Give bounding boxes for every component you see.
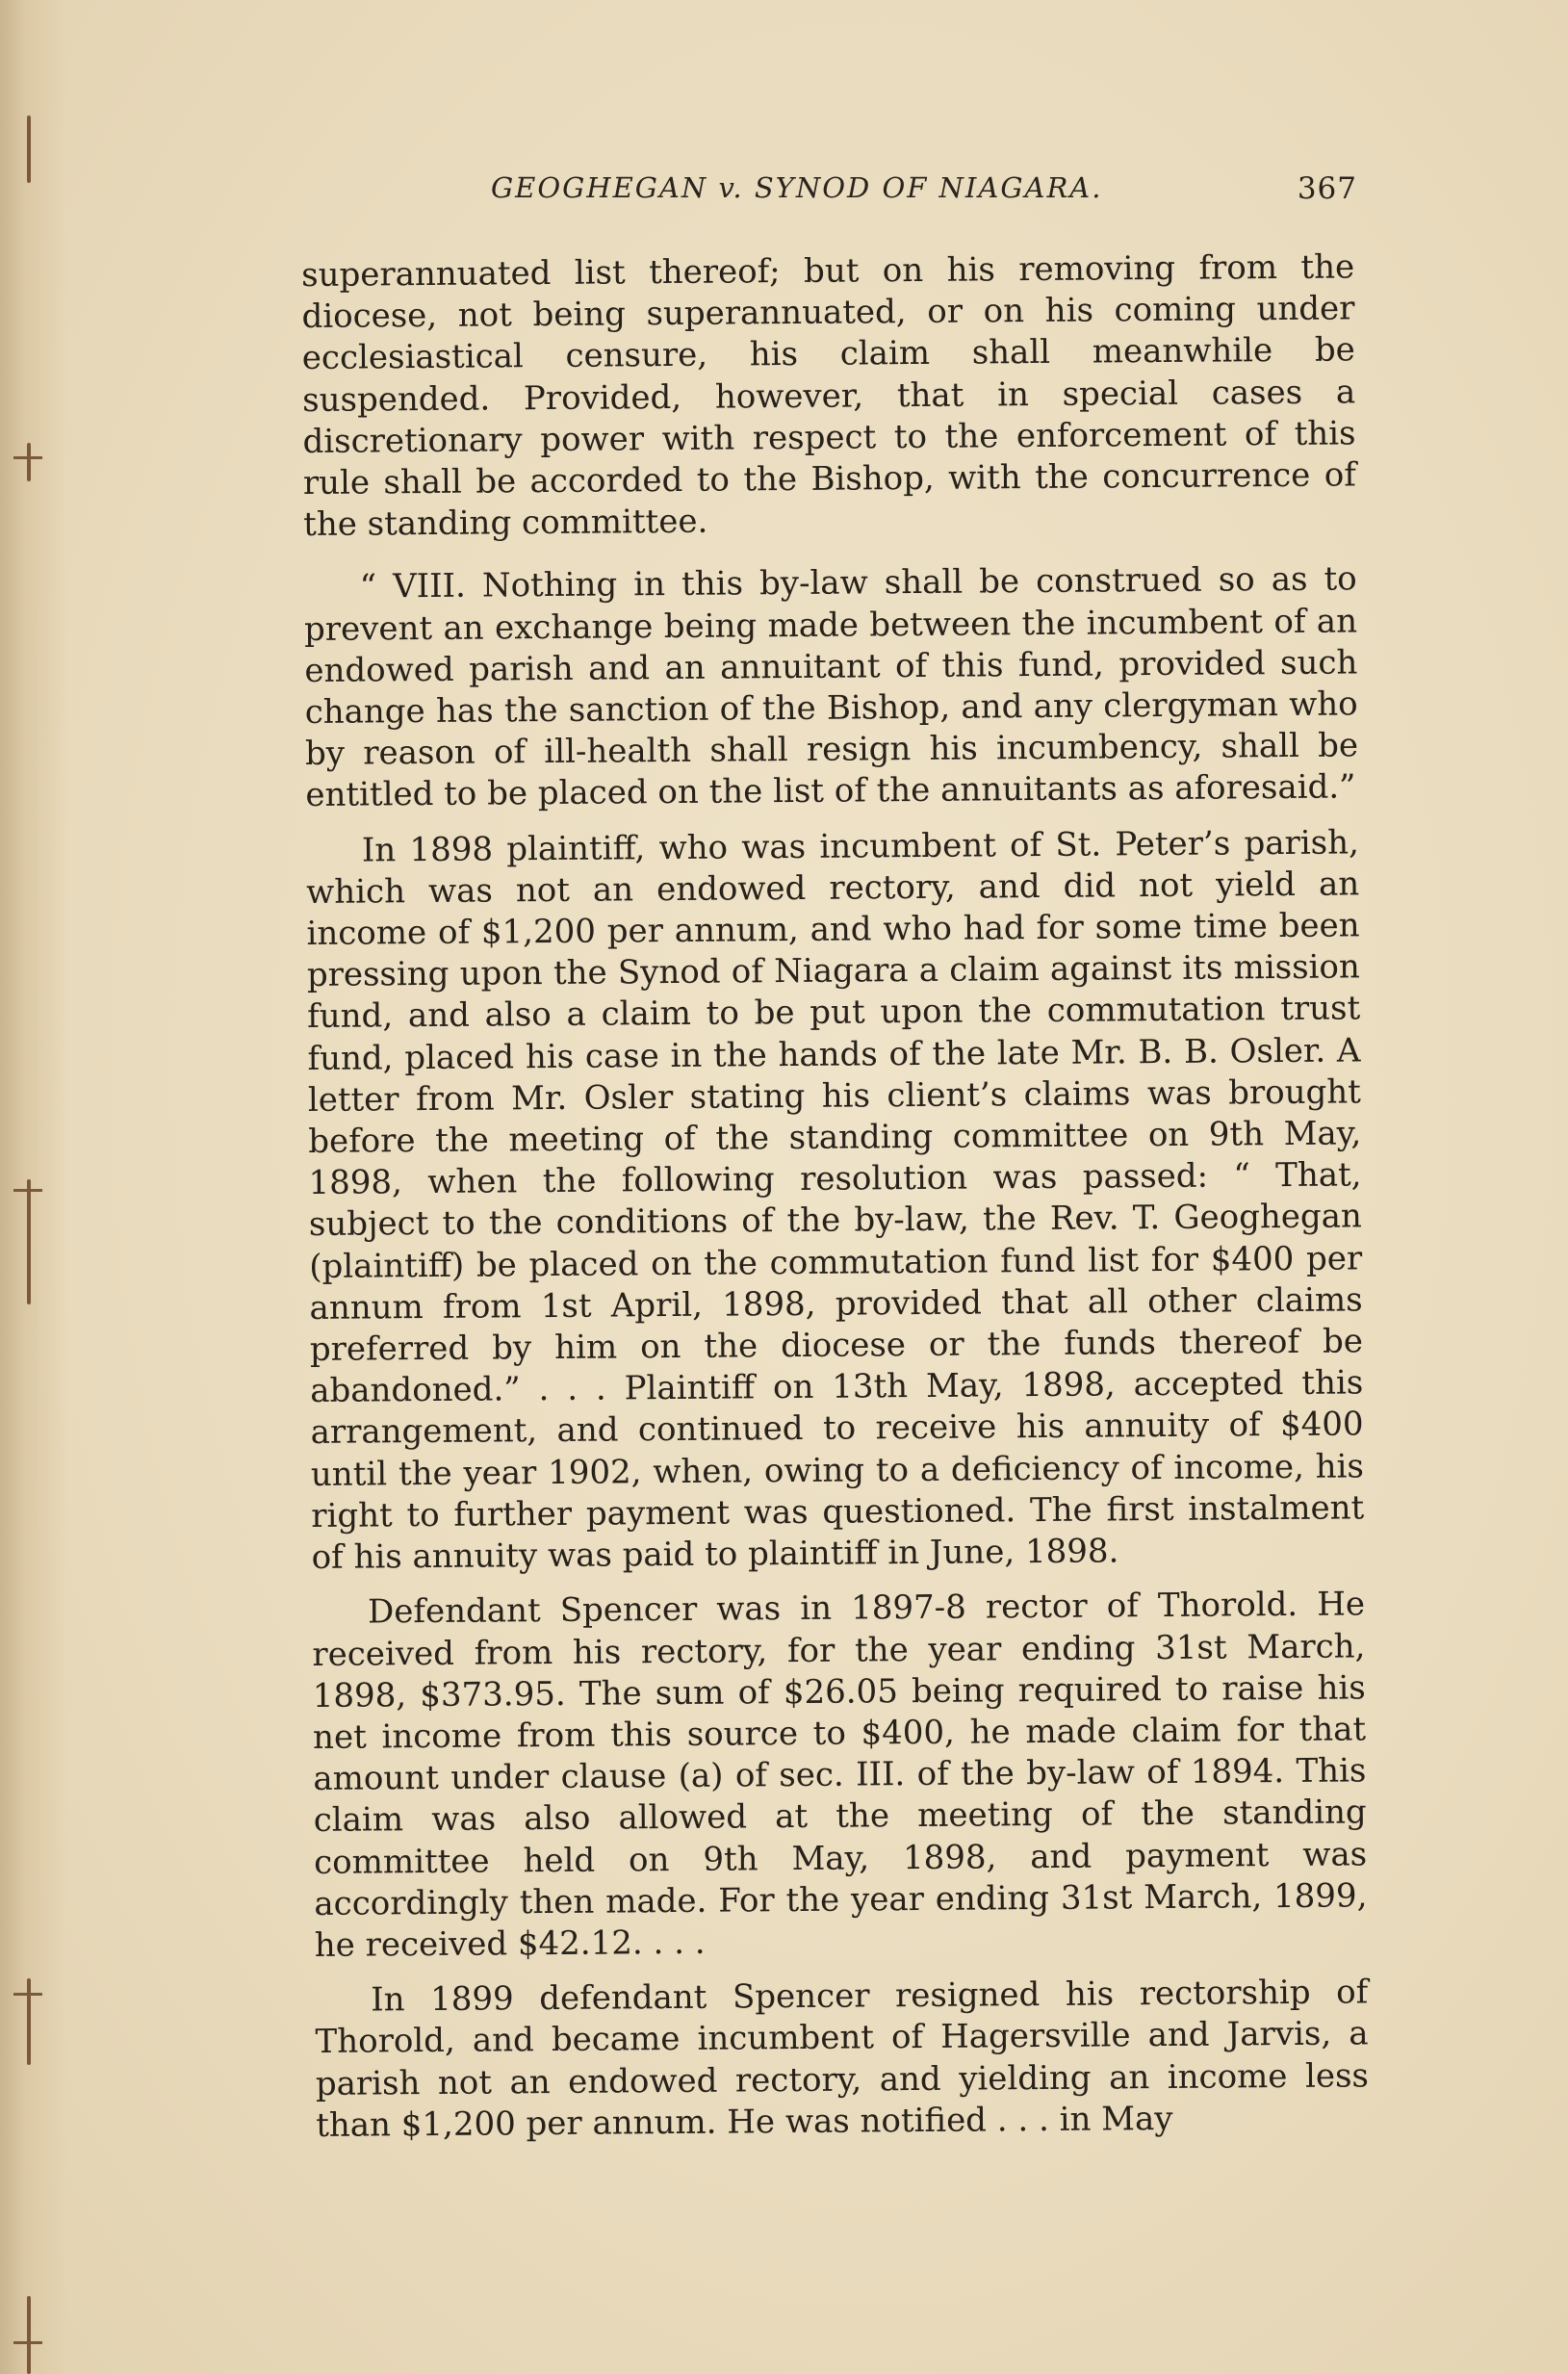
binding-thread <box>27 443 31 481</box>
binding-gutter <box>0 0 67 2374</box>
body-text <box>301 246 1370 2159</box>
binding-thread <box>27 1978 31 2065</box>
page-header <box>298 171 1357 229</box>
paragraph-1899: In 1899 defendant Spencer resigned his rectorship of Thorold, and became incumbent of Hagersville and Jarvis, a parish not an endowed rectory, and yielding an income less than $1,200 per annum. He was notified . . . in May <box>315 1973 1370 2145</box>
paragraph-defendant-spencer: Defendant Spencer was in 1897-8 rector of Thorold. He received from his rectory, for the year ending 31st March, 1898, $373.95. The sum of $26.05 being required to raise his net income from this source to $400, he made claim for that amount under clause (a) of sec. III. of the by-law of 1894. This claim was also allowed at the meeting of the standing committee held on 9th May, 1898, and payment was accordingly then made. For the year ending 31st March, 1899, he received $42.12. . . . <box>312 1585 1368 1965</box>
binding-stitch <box>13 1189 42 1192</box>
paragraph-bylaw-viii: “ VIII. Nothing in this by-law shall be construed so as to prevent an exchange being made between the incumbent of an endowed parish and an annuitant of this fund, provided such change has the sanction of the Bishop, and any clergyman who by reason of ill-health shall resign his incumbency, shall be entitled to be placed on the list of the annuitants as aforesaid.” <box>303 559 1359 815</box>
paragraph-plaintiff-1898: In 1898 plaintiff, who was incumbent of St. Peter’s parish, which was not an endowed rectory, and did not yield an income of $1,200 per annum, and who had for some time been pressing upon the Synod of Niagara a claim against its mission fund, and also a claim to be put upon the commutation trust fund, placed his case in the hands of the late Mr. B. B. Osler. A letter from Mr. Osler stating his client’s claims was brought before the meeting of the standing committee on 9th May, 1898, when the following resolution was passed: “ That, subject to the conditions of the by-law, the Rev. T. Geoghegan (plaintiff) be placed on the commutation fund list for $400 per annum from 1st April, 1898, provided that all other claims preferred by him on the diocese or the funds thereof be abandoned.” . . . Plaintiff on 13th May, 1898, accepted this arrangement, and continued to receive his annuity of $400 until the year 1902, when, owing to a deficiency of income, his right to further payment was questioned. The first instalment of his annuity was paid to plaintiff in June, 1898. <box>306 823 1365 1578</box>
binding-thread <box>27 2296 31 2374</box>
running-head: GEOGHEGAN v. SYNOD OF NIAGARA. <box>491 171 1103 204</box>
paragraph-continuation: superannuated list thereof; but on his removing from the diocese, not being superannuated, or on his coming under ecclesiastical censure, his claim shall meanwhile be suspended. Provided, however, that in special cases a discretionary power with respect to the enforcement of this rule shall be accorded to the Bishop, with the concurrence of the standing committee. <box>301 247 1356 545</box>
binding-thread <box>27 116 31 183</box>
binding-stitch <box>13 1993 42 1996</box>
page-number: 367 <box>1297 171 1357 206</box>
binding-stitch <box>13 456 42 459</box>
binding-thread <box>27 1179 31 1304</box>
binding-stitch <box>13 2341 42 2344</box>
